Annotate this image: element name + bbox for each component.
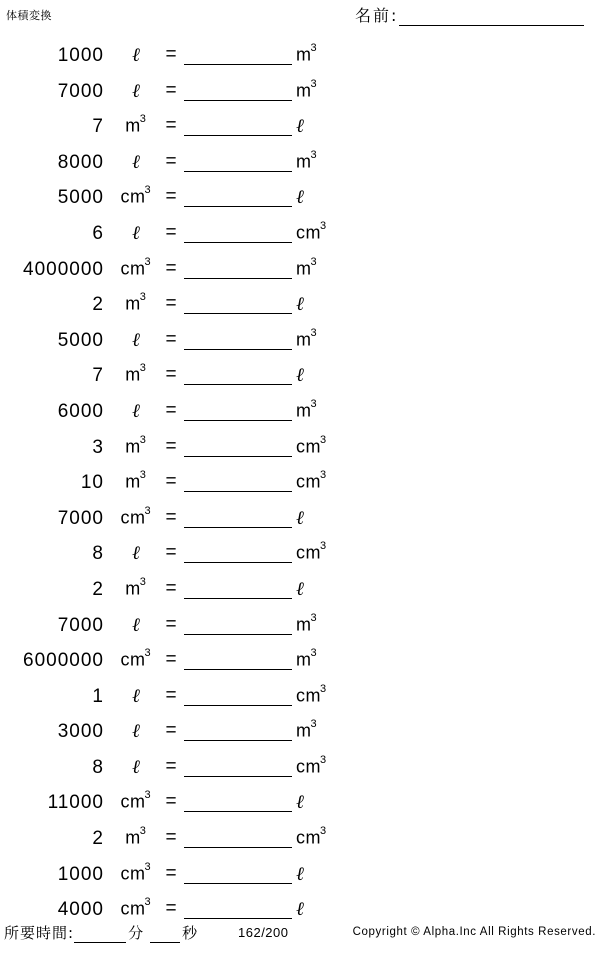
answer-blank[interactable] <box>184 206 292 207</box>
name-input-line[interactable] <box>399 8 584 26</box>
problem-row <box>0 430 600 466</box>
problem-value: 2 <box>92 578 104 600</box>
problem-row <box>0 643 600 679</box>
answer-blank[interactable] <box>184 349 292 350</box>
equals-sign: = <box>165 613 177 635</box>
problem-target-unit: $m^3$ <box>296 148 317 172</box>
answer-blank[interactable] <box>184 634 292 635</box>
answer-blank[interactable] <box>184 384 292 385</box>
equals-sign: = <box>165 150 177 172</box>
problem-source-unit: $m^3$ <box>125 291 146 314</box>
problem-target-unit: ℓ <box>296 186 304 209</box>
equals-sign: = <box>165 435 177 457</box>
problem-source-unit: $m^3$ <box>125 575 146 599</box>
problem-value: 6000 <box>57 400 104 422</box>
problem-target-unit: $m^3$ <box>296 77 317 100</box>
equals-sign: = <box>165 684 177 706</box>
problem-target-unit: $cm^3$ <box>296 433 327 456</box>
answer-blank[interactable] <box>184 918 292 919</box>
problem-source-unit: $m^3$ <box>125 825 146 848</box>
problem-target-unit: ℓ <box>296 293 304 316</box>
equals-sign: = <box>165 471 177 493</box>
equals-sign: = <box>165 44 177 65</box>
name-label: 名前: <box>355 6 399 25</box>
answer-blank[interactable] <box>184 171 292 172</box>
problem-value: 10 <box>80 472 104 494</box>
equals-sign: = <box>165 79 177 101</box>
problem-source-unit: $cm^3$ <box>120 504 151 528</box>
answer-blank[interactable] <box>184 811 292 812</box>
problem-target-unit: $cm^3$ <box>296 682 327 706</box>
equals-sign: = <box>165 506 177 528</box>
problem-source-unit: $cm^3$ <box>120 184 151 207</box>
answer-blank[interactable] <box>184 491 292 492</box>
problem-source-unit: ℓ <box>132 150 140 173</box>
problem-source-unit: ℓ <box>132 684 140 707</box>
problem-target-unit: $m^3$ <box>296 397 317 421</box>
problem-value: 7 <box>92 365 104 387</box>
problem-source-unit: $m^3$ <box>125 469 146 492</box>
problem-row <box>0 109 600 145</box>
problem-source-unit: $cm^3$ <box>120 255 151 278</box>
answer-blank[interactable] <box>184 740 292 741</box>
answer-blank[interactable] <box>184 669 292 670</box>
problem-source-unit: $m^3$ <box>125 113 146 136</box>
problem-value: 2 <box>92 294 104 316</box>
problem-row <box>0 465 600 501</box>
problem-target-unit: ℓ <box>296 115 304 138</box>
minutes-unit-label: 分 <box>128 924 145 942</box>
problem-target-unit: $m^3$ <box>296 611 317 634</box>
answer-blank[interactable] <box>184 64 292 65</box>
equals-sign: = <box>165 862 177 884</box>
problem-target-unit: $cm^3$ <box>296 753 327 777</box>
problem-value: 3000 <box>57 721 104 743</box>
problem-row <box>0 180 600 216</box>
problem-row <box>0 145 600 181</box>
problem-target-unit: $m^3$ <box>296 718 317 741</box>
problem-target-unit: ℓ <box>296 898 304 921</box>
seconds-input-line[interactable] <box>150 926 180 943</box>
problem-value: 5000 <box>57 329 104 351</box>
problem-row <box>0 358 600 394</box>
seconds-unit-label: 秒 <box>182 924 199 942</box>
problem-value: 5000 <box>57 187 104 209</box>
equals-sign: = <box>165 649 177 671</box>
answer-blank[interactable] <box>184 883 292 884</box>
equals-sign: = <box>165 115 177 137</box>
problem-target-unit: ℓ <box>296 791 304 814</box>
elapsed-time-block <box>4 922 198 943</box>
problem-source-unit: ℓ <box>132 328 140 351</box>
answer-blank[interactable] <box>184 278 292 279</box>
answer-blank[interactable] <box>184 100 292 101</box>
problem-value: 1 <box>92 685 104 707</box>
problem-source-unit: $cm^3$ <box>120 647 151 670</box>
equals-sign: = <box>165 720 177 742</box>
problem-target-unit: ℓ <box>296 364 304 387</box>
minutes-input-line[interactable] <box>74 926 126 943</box>
problem-target-unit: $m^3$ <box>296 42 317 65</box>
equals-sign: = <box>165 791 177 813</box>
problem-target-unit: $cm^3$ <box>296 469 327 492</box>
problem-value: 7000 <box>57 507 104 529</box>
problem-row <box>0 750 600 786</box>
equals-sign: = <box>165 186 177 208</box>
equals-sign: = <box>165 257 177 279</box>
problem-row <box>0 74 600 110</box>
problem-value: 4000000 <box>23 258 104 280</box>
problem-source-unit: ℓ <box>132 613 140 636</box>
problem-target-unit: $cm^3$ <box>296 825 327 848</box>
page-title: 体積変換 <box>6 9 52 22</box>
problem-list <box>0 38 600 928</box>
problem-row <box>0 252 600 288</box>
answer-blank[interactable] <box>184 847 292 848</box>
answer-blank[interactable] <box>184 776 292 777</box>
problem-source-unit: ℓ <box>132 542 140 565</box>
problem-value: 6 <box>92 222 104 244</box>
answer-blank[interactable] <box>184 562 292 563</box>
problem-row <box>0 572 600 608</box>
answer-blank[interactable] <box>184 456 292 457</box>
problem-target-unit: $m^3$ <box>296 255 317 278</box>
problem-row <box>0 679 600 715</box>
equals-sign: = <box>165 293 177 315</box>
problem-value: 7000 <box>57 80 104 102</box>
problem-value: 8000 <box>57 151 104 173</box>
answer-blank[interactable] <box>184 135 292 136</box>
problem-target-unit: $cm^3$ <box>296 219 327 243</box>
problem-value: 8 <box>92 756 104 778</box>
problem-value: 11000 <box>47 792 104 814</box>
problem-target-unit: ℓ <box>296 862 304 885</box>
problem-row <box>0 38 600 74</box>
problem-row <box>0 536 600 572</box>
page-number: 162/200 <box>238 925 289 940</box>
problem-value: 3 <box>92 436 104 458</box>
equals-sign: = <box>165 221 177 243</box>
problem-source-unit: ℓ <box>132 399 140 422</box>
problem-source-unit: ℓ <box>132 79 140 102</box>
problem-value: 7000 <box>57 614 104 636</box>
problem-source-unit: $cm^3$ <box>120 896 151 919</box>
answer-blank[interactable] <box>184 705 292 706</box>
problem-source-unit: ℓ <box>132 221 140 244</box>
problem-target-unit: $m^3$ <box>296 647 317 670</box>
elapsed-time-label: 所要時間: <box>4 924 75 942</box>
problem-value: 8 <box>92 543 104 565</box>
problem-value: 1000 <box>57 863 104 885</box>
problem-row <box>0 394 600 430</box>
problem-row <box>0 608 600 644</box>
problem-target-unit: $m^3$ <box>296 326 317 350</box>
problem-row <box>0 857 600 893</box>
equals-sign: = <box>165 898 177 920</box>
equals-sign: = <box>165 755 177 777</box>
answer-blank[interactable] <box>184 598 292 599</box>
equals-sign: = <box>165 577 177 599</box>
problem-row <box>0 501 600 537</box>
equals-sign: = <box>165 328 177 350</box>
problem-source-unit: $cm^3$ <box>120 789 151 812</box>
problem-source-unit: ℓ <box>132 755 140 778</box>
problem-row <box>0 821 600 857</box>
name-field-block <box>355 3 584 26</box>
problem-row <box>0 785 600 821</box>
problem-value: 2 <box>92 828 104 850</box>
problem-value: 7 <box>92 116 104 138</box>
page-header <box>0 0 600 34</box>
problem-source-unit: $m^3$ <box>125 362 146 385</box>
page-footer <box>0 922 600 948</box>
problem-source-unit: $m^3$ <box>125 433 146 456</box>
equals-sign: = <box>165 827 177 849</box>
answer-blank[interactable] <box>184 527 292 528</box>
problem-row <box>0 287 600 323</box>
problem-value: 1000 <box>57 45 104 66</box>
equals-sign: = <box>165 542 177 564</box>
problem-row <box>0 714 600 750</box>
copyright-notice: Copyright © Alpha.Inc All Rights Reserved. <box>352 926 596 938</box>
problem-target-unit: $cm^3$ <box>296 540 327 563</box>
problem-source-unit: ℓ <box>132 720 140 743</box>
equals-sign: = <box>165 399 177 421</box>
problem-target-unit: ℓ <box>296 506 304 529</box>
problem-source-unit: $cm^3$ <box>120 860 151 883</box>
problem-value: 4000 <box>57 899 104 921</box>
problem-source-unit: ℓ <box>132 44 140 66</box>
answer-blank[interactable] <box>184 420 292 421</box>
problem-target-unit: ℓ <box>296 577 304 600</box>
equals-sign: = <box>165 364 177 386</box>
answer-blank[interactable] <box>184 242 292 243</box>
answer-blank[interactable] <box>184 313 292 314</box>
problem-value: 6000000 <box>23 650 104 672</box>
problem-row <box>0 216 600 252</box>
problem-row <box>0 323 600 359</box>
